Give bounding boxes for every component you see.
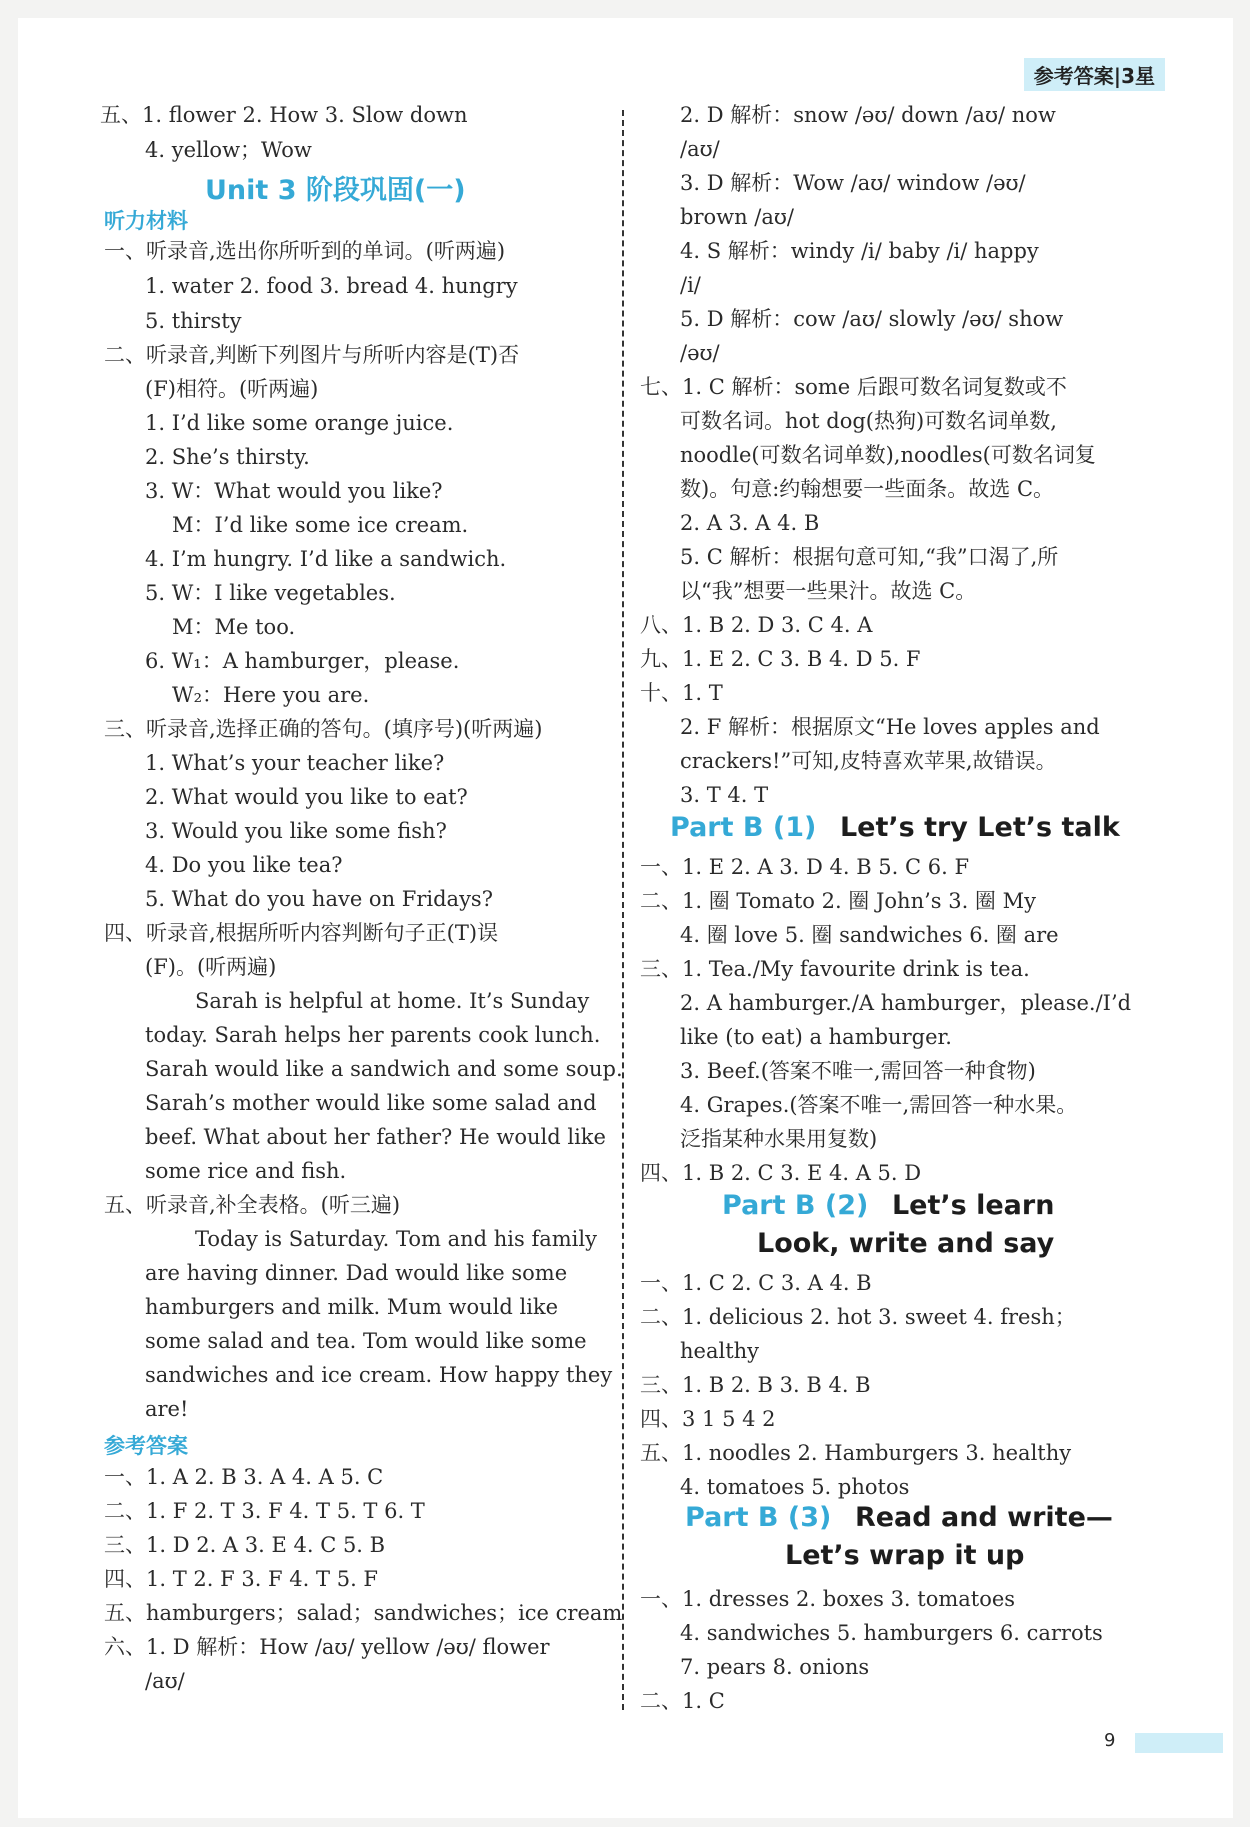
left-line: 5. What do you have on Fridays?: [145, 887, 493, 911]
left-line: Sarah is helpful at home. It’s Sunday: [195, 989, 590, 1013]
right-line: 二、1. 圈 Tomato 2. 圈 John’s 3. 圈 My: [640, 889, 1036, 913]
right-line: 五、1. noodles 2. Hamburgers 3. healthy: [640, 1441, 1072, 1465]
left-line: 3. Would you like some fish?: [145, 819, 447, 843]
column-divider: [622, 110, 624, 1710]
left-line: Sarah would like a sandwich and some soup.: [145, 1057, 623, 1081]
section-heading-answers: 参考答案: [104, 1434, 188, 1458]
right-line: 3. D 解析：Wow /aʊ/ window /əʊ/: [680, 171, 1026, 195]
right-line: 九、1. E 2. C 3. B 4. D 5. F: [640, 647, 921, 671]
right-line: 一、1. E 2. A 3. D 4. B 5. C 6. F: [640, 855, 970, 879]
left-line: 一、听录音,选出你所听到的单词。(听两遍): [104, 239, 506, 263]
right-line: 4. Grapes.(答案不唯一,需回答一种水果。: [680, 1093, 1078, 1117]
right-line: crackers!”可知,皮特喜欢苹果,故错误。: [680, 749, 1057, 773]
left-line: 三、1. D 2. A 3. E 4. C 5. B: [104, 1533, 386, 1557]
left-line: (F)相符。(听两遍): [145, 377, 319, 401]
right-line: /aʊ/: [680, 137, 720, 161]
left-line: are having dinner. Dad would like some: [145, 1261, 568, 1285]
page-number-bar: [1135, 1733, 1223, 1753]
page-number: 9: [1104, 1730, 1116, 1751]
left-line: sandwiches and ice cream. How happy they: [145, 1363, 613, 1387]
left-line: 1. water 2. food 3. bread 4. hungry: [145, 274, 518, 298]
part-b2-subheading: Look, write and say: [757, 1228, 1055, 1259]
left-line: W₂：Here you are.: [172, 683, 370, 707]
left-line: 四、1. T 2. F 3. F 4. T 5. F: [104, 1567, 378, 1591]
left-line: Sarah’s mother would like some salad and: [145, 1091, 597, 1115]
right-line: healthy: [680, 1339, 760, 1363]
right-line: 7. pears 8. onions: [680, 1655, 870, 1679]
right-line: 3. Beef.(答案不唯一,需回答一种食物): [680, 1059, 1036, 1083]
left-line: 3. W：What would you like?: [145, 479, 443, 503]
part-b2-heading: Part B (2) Let’s learn: [722, 1190, 1055, 1221]
left-line: 4. yellow；Wow: [145, 138, 312, 162]
left-line: 六、1. D 解析：How /aʊ/ yellow /əʊ/ flower: [104, 1635, 550, 1659]
left-line: M：Me too.: [172, 615, 296, 639]
left-line: 6. W₁：A hamburger，please.: [145, 649, 460, 673]
left-line: M：I’d like some ice cream.: [172, 513, 469, 537]
part-b3-heading: Part B (3) Read and write—: [685, 1502, 1113, 1533]
left-line: are!: [145, 1397, 189, 1421]
left-line: some rice and fish.: [145, 1159, 347, 1183]
left-line: beef. What about her father? He would like: [145, 1125, 606, 1149]
left-line: 1. I’d like some orange juice.: [145, 411, 454, 435]
left-line: today. Sarah helps her parents cook lunch.: [145, 1023, 601, 1047]
right-line: 一、1. C 2. C 3. A 4. B: [640, 1271, 872, 1295]
right-line: 四、1. B 2. C 3. E 4. A 5. D: [640, 1161, 922, 1185]
answer-key-badge: 参考答案|3星: [1024, 58, 1165, 91]
right-line: 2. A hamburger./A hamburger，please./I’d: [680, 991, 1132, 1015]
right-line: 二、1. delicious 2. hot 3. sweet 4. fresh；: [640, 1305, 1076, 1329]
right-line: 八、1. B 2. D 3. C 4. A: [640, 613, 873, 637]
left-line: 五、1. flower 2. How 3. Slow down: [100, 103, 468, 127]
left-line: (F)。(听两遍): [145, 955, 277, 979]
left-line: Today is Saturday. Tom and his family: [195, 1227, 597, 1251]
right-line: 3. T 4. T: [680, 783, 769, 807]
right-line: 以“我”想要一些果汁。故选 C。: [680, 579, 977, 603]
right-line: 数)。句意:约翰想要一些面条。故选 C。: [680, 477, 1055, 501]
left-line: 二、1. F 2. T 3. F 4. T 5. T 6. T: [104, 1499, 425, 1523]
left-line: 5. W：I like vegetables.: [145, 581, 396, 605]
right-line: brown /aʊ/: [680, 205, 794, 229]
left-line: 三、听录音,选择正确的答句。(填序号)(听两遍): [104, 717, 543, 741]
right-line: 2. A 3. A 4. B: [680, 511, 820, 535]
right-line: 4. 圈 love 5. 圈 sandwiches 6. 圈 are: [680, 923, 1059, 947]
left-line: 1. What’s your teacher like?: [145, 751, 445, 775]
part-b1-heading: Part B (1) Let’s try Let’s talk: [670, 812, 1120, 843]
right-line: 三、1. B 2. B 3. B 4. B: [640, 1373, 871, 1397]
right-line: 2. D 解析：snow /əʊ/ down /aʊ/ now: [680, 103, 1056, 127]
left-line: 五、hamburgers；salad；sandwiches；ice cream: [104, 1601, 623, 1625]
left-line: some salad and tea. Tom would like some: [145, 1329, 587, 1353]
right-line: 2. F 解析：根据原文“He loves apples and: [680, 715, 1100, 739]
right-line: 4. S 解析：windy /i/ baby /i/ happy: [680, 239, 1039, 263]
right-line: 三、1. Tea./My favourite drink is tea.: [640, 957, 1030, 981]
right-line: 七、1. C 解析：some 后跟可数名词复数或不: [640, 375, 1067, 399]
right-line: 十、1. T: [640, 681, 723, 705]
right-line: 一、1. dresses 2. boxes 3. tomatoes: [640, 1587, 1016, 1611]
section-heading-listening: 听力材料: [104, 209, 188, 233]
right-line: 二、1. C: [640, 1689, 725, 1713]
part-b3-subheading: Let’s wrap it up: [785, 1540, 1025, 1571]
right-line: 5. D 解析：cow /aʊ/ slowly /əʊ/ show: [680, 307, 1064, 331]
right-line: /əʊ/: [680, 341, 720, 365]
unit-heading: Unit 3 阶段巩固(一): [205, 175, 466, 206]
right-line: 泛指某种水果用复数): [680, 1127, 878, 1151]
left-line: 4. I’m hungry. I’d like a sandwich.: [145, 547, 507, 571]
left-line: 四、听录音,根据所听内容判断句子正(T)误: [104, 921, 499, 945]
right-line: 4. sandwiches 5. hamburgers 6. carrots: [680, 1621, 1103, 1645]
right-line: 四、3 1 5 4 2: [640, 1407, 776, 1431]
right-line: 可数名词。hot dog(热狗)可数名词单数,: [680, 409, 1057, 433]
left-line: 二、听录音,判断下列图片与所听内容是(T)否: [104, 343, 520, 367]
left-line: 4. Do you like tea?: [145, 853, 343, 877]
right-line: noodle(可数名词单数),noodles(可数名词复: [680, 443, 1096, 467]
left-line: 2. What would you like to eat?: [145, 785, 468, 809]
right-line: 4. tomatoes 5. photos: [680, 1475, 910, 1499]
left-line: 2. She’s thirsty.: [145, 445, 310, 469]
left-line: hamburgers and milk. Mum would like: [145, 1295, 559, 1319]
left-line: 五、听录音,补全表格。(听三遍): [104, 1193, 401, 1217]
right-line: like (to eat) a hamburger.: [680, 1025, 952, 1049]
right-line: /i/: [680, 273, 701, 297]
left-line: 一、1. A 2. B 3. A 4. A 5. C: [104, 1465, 384, 1489]
right-line: 5. C 解析：根据句意可知,“我”口渴了,所: [680, 545, 1059, 569]
left-line: 5. thirsty: [145, 309, 242, 333]
left-line: /aʊ/: [145, 1669, 185, 1693]
